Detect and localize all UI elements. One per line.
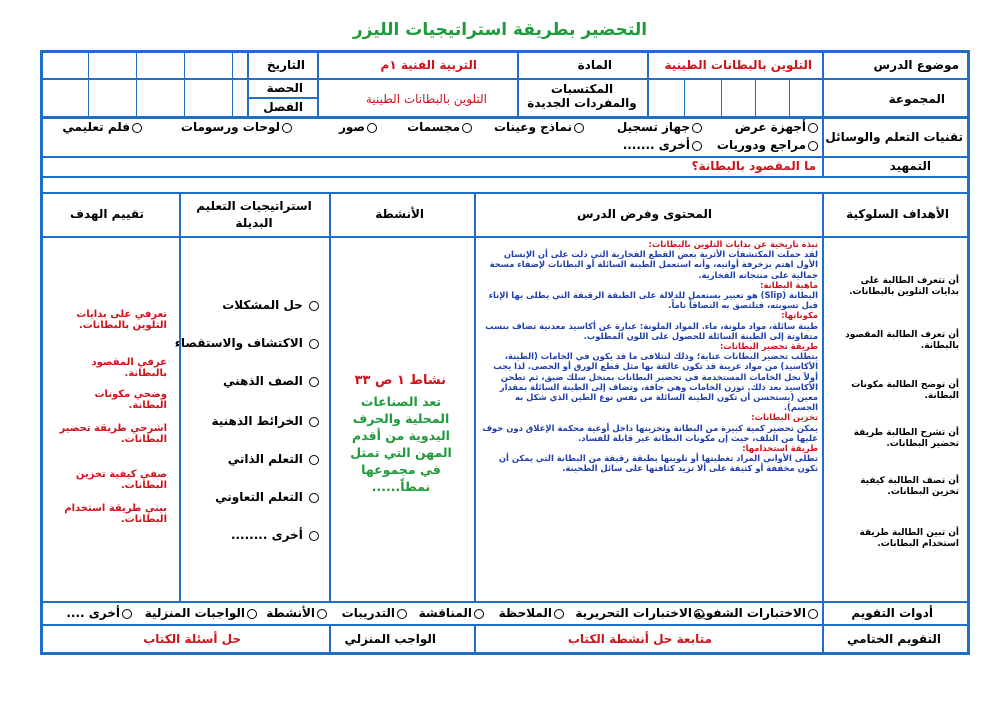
content-heading: ماهية البطانة:	[760, 279, 818, 290]
content-heading: مكوناتها:	[781, 310, 818, 321]
homework-label-cell	[330, 625, 475, 653]
class-label: الفصل	[263, 100, 303, 114]
content-text: لقد حملت المكتشفات الأثرية بعض القطع الفخارية التي دلت على أن الإنسان الأول اهتم بزخرفة أوانيه، وأنه استعمل الطينة السائلة أو البطانات لإضفاء مسحة جمالية على منتجاته الفخارية.	[489, 249, 818, 280]
strategies-body	[174, 237, 330, 602]
gains-label-cell	[518, 79, 648, 117]
content-text: طينة سائلة، مواد ملونة، ماء. المواد الملونة: عبارة عن أكاسيد معدنية تضاف بنسب متفاوتة إلى الطينة السائلة للحصول على اللون المطلوب.	[485, 320, 818, 341]
learning-option-6[interactable]: لوحات ورسومات	[181, 120, 292, 134]
subject-label-cell	[518, 52, 648, 79]
final-label-cell	[823, 625, 968, 653]
strategy-1[interactable]: حل المشكلات	[222, 298, 319, 312]
assessment-4: اشرحي طريقة تحضير البطانات.	[59, 423, 167, 445]
lesson-topic-value: التلوين بالبطانات الطينية	[664, 58, 812, 72]
strategy-2[interactable]: الاكتشاف والاستقصاء	[175, 336, 319, 350]
date-label-cell	[248, 52, 318, 79]
lesson-plan-sheet	[40, 50, 970, 655]
homework-value-cell	[42, 625, 330, 653]
homework-value: حل أسئلة الكتاب	[143, 632, 241, 646]
strategy-3[interactable]: الصف الذهني	[223, 374, 319, 388]
strategy-7[interactable]: أخرى ........	[231, 528, 319, 542]
gains-label: المكتسبات والمفردات الجديدة	[527, 82, 637, 110]
final-label: التقويم الختامي	[846, 632, 941, 646]
final-value-cell	[475, 625, 823, 653]
learning-option-9[interactable]: أخرى .......	[623, 138, 702, 152]
objectives-header: الأهداف السلوكية	[846, 207, 949, 221]
content-heading: نبذة تاريخية عن بدايات التلوين بالبطانات:	[648, 239, 818, 249]
content-text: يمكن تحضير كمية كبيرة من البطانة وتخزينها داخل أوعية محكمة الإغلاق دون خوف عليها من التلف، حيث إن مكونات البطانة غير قابلة للفساد.	[482, 422, 818, 443]
subject-label: المادة	[577, 58, 612, 72]
tool-option-7[interactable]: الواجبات المنزلية	[145, 606, 257, 620]
objectives-header-cell	[823, 193, 968, 237]
content-text: البطانة (Slip) هو تعبير يستعمل للدلالة على الطبقة الرقيقة التي يطلى بها الإناء قبل تسويته، فتلتصق به التصاقاً تاماً.	[488, 290, 818, 311]
objectives-body	[823, 237, 968, 602]
intro-label: التمهيد	[889, 159, 931, 173]
group-label-cell	[823, 79, 968, 117]
objective-6: أن تبين الطالبة طريقة استخدام البطانات.	[859, 528, 959, 549]
period-label: الحصة	[266, 81, 303, 95]
lesson-topic-label: موضوع الدرس	[873, 58, 959, 72]
learning-option-8[interactable]: مراجع ودوريات	[717, 138, 818, 152]
tool-option-2[interactable]: الاختبارات التحريرية	[575, 606, 704, 620]
lesson-topic-value-cell	[648, 52, 823, 79]
subject-value: التربية الفنية ١م	[380, 58, 477, 72]
content-heading: طريقة استخدامها:	[742, 443, 818, 454]
tools-label-cell	[823, 602, 968, 625]
date-value-cell	[42, 52, 248, 79]
period-class-grid	[42, 79, 248, 117]
activity-text: تعد الصناعات المحلية والحرف اليدوية من أقدم المهن التي تمثل في مجموعها نمطاً......	[350, 394, 452, 494]
assessment-5: صفي كيفية تخزين البطانات.	[75, 469, 167, 491]
learning-label: تقنيات التعلم والوسائل	[825, 130, 963, 144]
group-cells	[648, 79, 823, 117]
objective-3: أن توضح الطالبة مكونات البطانة.	[851, 380, 959, 401]
spacer-row	[42, 177, 968, 193]
gains-value: التلوين بالبطانات الطينية	[365, 92, 487, 106]
date-label: التاريخ	[266, 58, 305, 72]
homework-label: الواجب المنزلي	[344, 632, 436, 646]
subject-value-cell	[318, 52, 518, 79]
group-label: المجموعة	[888, 92, 945, 106]
strategy-6[interactable]: التعلم التعاوني	[215, 490, 319, 504]
assessment-6: بيني طريقة استخدام البطانات.	[64, 503, 167, 525]
content-body	[475, 237, 823, 602]
learning-option-5[interactable]: صور	[339, 120, 377, 134]
tools-label: أدوات التقويم	[851, 606, 933, 620]
tool-option-4[interactable]: المناقشة	[419, 606, 484, 620]
activities-body	[330, 237, 475, 602]
intro-question-cell	[42, 157, 823, 177]
content-text: يتطلب تحضير البطانات عناية؛ وذلك لنتلافى ما قد يكون في الخامات (الطينة، الأكاسيد) من مواد غريبة قد تكون عالقة بها مثل قطع الورق أو الحصى. لذا يجب أولاً نخل الخامات المستخدمة في تحضير البطانات بمنخل سلك ضيق، ثم تطحن الأكاسيد بعد ذلك. توزن الخامات وهي جافة، وتضاف إلى الطينة السائلة بمقدار معين (يستحسن أن تكون الطينة السائلة من نفس نوع الطين الذي شكل به الجسم).	[493, 351, 818, 413]
objective-2: أن تعرف الطالبة المقصود بالبطانة.	[845, 330, 959, 351]
learning-label-cell	[823, 117, 968, 157]
learning-options	[42, 117, 823, 157]
assessment-body	[42, 237, 180, 602]
objective-1: أن تتعرف الطالبة على بدايات التلوين بالبطانات.	[849, 276, 959, 297]
strategies-header-cell	[180, 193, 330, 237]
gains-value-cell	[318, 79, 518, 117]
content-heading: طريقة تحضير البطانات:	[719, 341, 818, 352]
intro-label-cell	[823, 157, 968, 177]
tool-option-8[interactable]: أخرى ....	[66, 606, 132, 620]
objective-5: أن تصف الطالبة كيفية تخزين البطانات.	[860, 476, 959, 497]
learning-option-2[interactable]: جهاز تسجيل	[617, 120, 702, 134]
activity-title: نشاط ١ ص ٣٣	[354, 373, 446, 388]
assessment-header-cell	[42, 193, 180, 237]
tool-option-1[interactable]: الاختبارات الشفوية	[694, 606, 818, 620]
activities-header-cell	[330, 193, 475, 237]
assessment-3: وضحي مكونات البطانة.	[94, 389, 167, 411]
content-text: تطلى الأواني المراد تغطيتها أو تلوينها بطبقة رقيقة من البطانة التي يمكن أن تكون مخففة أو كثيفة على ألا تزيد كثافتها على سائل الطحينة.	[498, 453, 818, 474]
tools-options	[42, 602, 823, 625]
final-value: متابعة حل أنشطة الكتاب	[567, 632, 712, 646]
strategies-header: استراتيجيات التعليم البديلة	[196, 199, 312, 230]
intro-question: ما المقصود بالبطانة؟	[691, 159, 816, 173]
period-label-cell	[248, 79, 318, 98]
content-header: المحتوى وفرض الدرس	[576, 207, 712, 221]
lesson-topic-label-cell	[823, 52, 968, 79]
learning-option-4[interactable]: مجسمات	[407, 120, 472, 134]
tool-option-6[interactable]: الأنشطة	[266, 606, 327, 620]
tool-option-3[interactable]: الملاحظة	[499, 606, 564, 620]
page-title: التحضير بطريقة استراتيجيات الليزر	[352, 20, 648, 40]
class-label-cell	[248, 98, 318, 117]
content-header-cell	[475, 193, 823, 237]
objective-4: أن تشرح الطالبة طريقة تحضير البطانات.	[853, 428, 959, 449]
strategy-5[interactable]: التعلم الذاتي	[228, 452, 319, 466]
learning-option-7[interactable]: فلم تعليمي	[62, 120, 142, 134]
assessment-header: تقييم الهدف	[70, 207, 144, 221]
learning-option-3[interactable]: نماذج وعينات	[494, 120, 584, 134]
tool-option-5[interactable]: التدريبات	[342, 606, 407, 620]
content-list	[480, 239, 818, 474]
assessment-1: تعرفي على بدايات التلوين بالبطانات.	[76, 309, 167, 331]
content-heading: تخزين البطانات:	[751, 412, 818, 423]
learning-option-1[interactable]: أجهزة عرض	[735, 120, 818, 134]
activities-header: الأنشطة	[375, 207, 424, 221]
strategy-4[interactable]: الخرائط الذهنية	[211, 414, 319, 428]
assessment-2: عرفي المقصود بالبطانة.	[91, 357, 167, 379]
